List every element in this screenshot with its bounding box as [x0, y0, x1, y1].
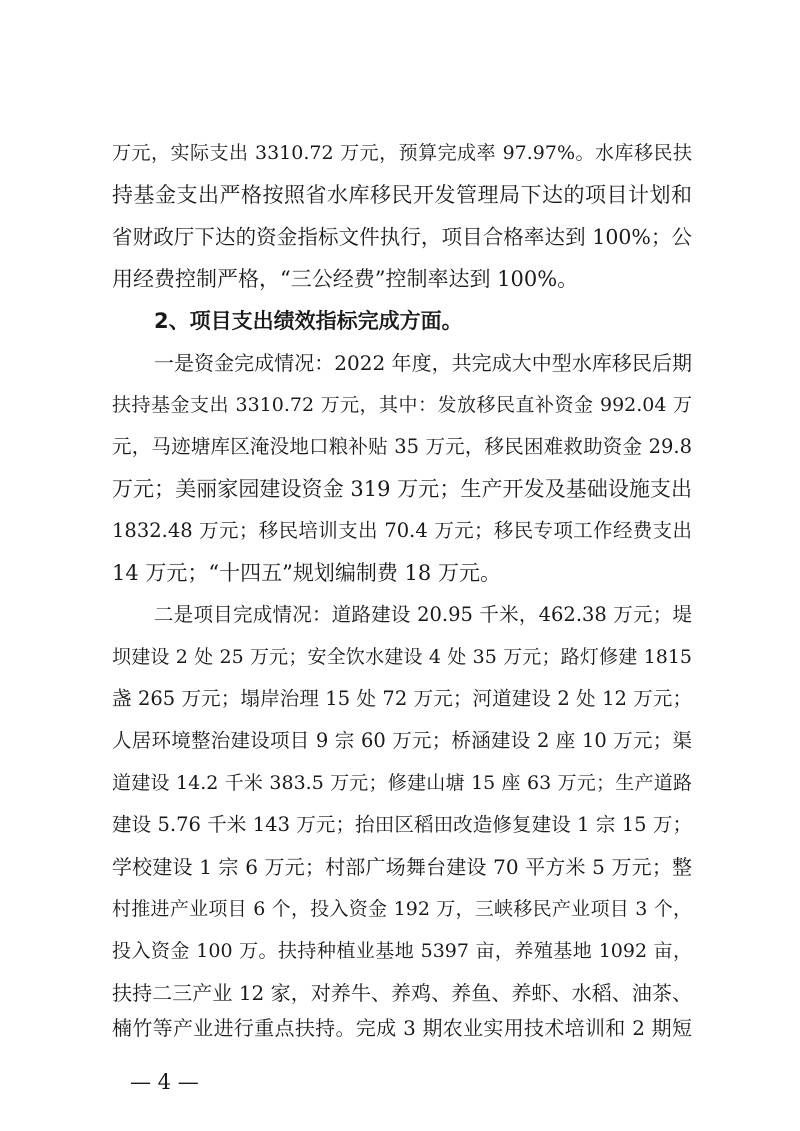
body-line: 持基金支出严格按照省水库移民开发管理局下达的项目计划和 — [112, 183, 692, 207]
body-line: 扶持二三产业 12 家，对养牛、养鸡、养鱼、养虾、水稻、油茶、 — [112, 981, 692, 1005]
body-line: 投入资金 100 万。扶持种植业基地 5397 亩，养殖基地 1092 亩， — [112, 940, 692, 962]
body-line: 建设 5.76 千米 143 万元；抬田区稻田改造修复建设 1 宗 15 万； — [112, 813, 692, 836]
body-line: 1832.48 万元；移民培训支出 70.4 万元；移民专项工作经费支出 — [112, 519, 692, 542]
body-line: 14 万元；“十四五”规划编制费 18 万元。 — [112, 561, 501, 585]
body-line: 盏 265 万元；塌岸治理 15 处 72 万元；河道建设 2 处 12 万元； — [112, 687, 692, 710]
section-heading: 2、项目支出绩效指标完成方面。 — [154, 309, 463, 333]
body-line: 省财政厅下达的资金指标文件执行，项目合格率达到 100%；公 — [112, 225, 692, 249]
body-line: 坝建设 2 处 25 万元；安全饮水建设 4 处 35 万元；路灯修建 1815 — [112, 646, 692, 668]
body-line: 万元，实际支出 3310.72 万元，预算完成率 97.97%。水库移民扶 — [112, 142, 692, 164]
page-number: — 4 — — [130, 1070, 199, 1094]
body-line: 人居环境整治建设项目 9 宗 60 万元；桥涵建设 2 座 10 万元；渠 — [112, 729, 692, 752]
body-line: 学校建设 1 宗 6 万元；村部广场舞台建设 70 平方米 5 万元；整 — [112, 855, 692, 879]
body-line: 楠竹等产业进行重点扶持。完成 3 期农业实用技术培训和 2 期短 — [112, 1016, 692, 1040]
body-line: 万元；美丽家园建设资金 319 万元；生产开发及基础设施支出 — [112, 477, 692, 501]
body-line: 二是项目完成情况：道路建设 20.95 千米，462.38 万元；堤 — [154, 603, 692, 626]
body-line: 元，马迹塘库区淹没地口粮补贴 35 万元，移民困难救助资金 29.8 — [112, 435, 692, 458]
body-line: 一是资金完成情况：2022 年度，共完成大中型水库移民后期 — [154, 351, 692, 375]
body-line: 用经费控制严格，“三公经费”控制率达到 100%。 — [112, 267, 579, 291]
body-line: 道建设 14.2 千米 383.5 万元；修建山塘 15 座 63 万元；生产道路 — [112, 772, 692, 794]
body-line: 村推进产业项目 6 个，投入资金 192 万，三峡移民产业项目 3 个， — [112, 898, 692, 920]
body-line: 扶持基金支出 3310.72 万元，其中：发放移民直补资金 992.04 万 — [112, 394, 692, 416]
